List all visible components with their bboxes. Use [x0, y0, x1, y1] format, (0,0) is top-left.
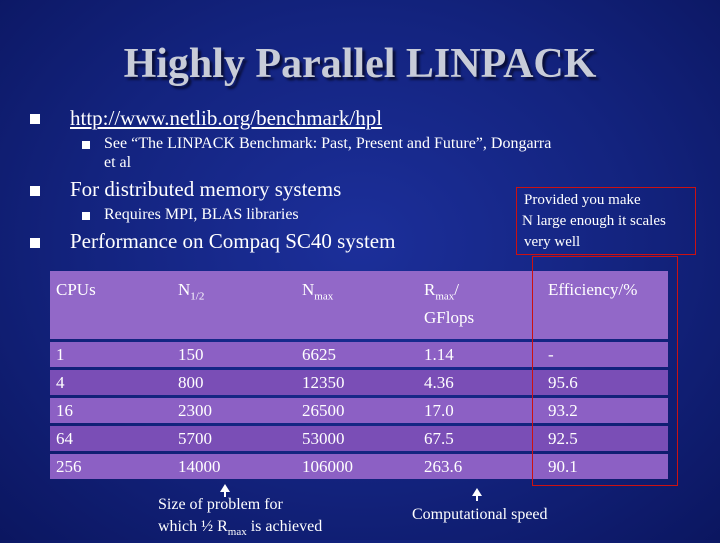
cell-nmax: 53000 [296, 426, 418, 451]
cell-nhalf: 150 [172, 342, 296, 367]
note-line: N large enough it scales [522, 213, 666, 229]
nhalf-caption [158, 494, 322, 543]
cell-efficiency: 93.2 [542, 398, 668, 423]
cell-efficiency: 92.5 [542, 426, 668, 451]
cell-nhalf: 800 [172, 370, 296, 395]
header-nhalf: $N_{1/2}$ [172, 271, 296, 339]
cell-nhalf: 5700 [172, 426, 296, 451]
cell-nmax: 26500 [296, 398, 418, 423]
cell-efficiency: 90.1 [542, 454, 668, 479]
cell-rmax: 17.0 [418, 398, 542, 423]
distributed-memory-text: For distributed memory systems [70, 177, 342, 201]
header-efficiency: Efficiency/% [542, 271, 668, 339]
bullet-square [30, 114, 40, 124]
cell-efficiency: 95.6 [542, 370, 668, 395]
cell-rmax: 67.5 [418, 426, 542, 451]
cell-cpus: 1 [50, 342, 172, 367]
cell-nmax: 6625 [296, 342, 418, 367]
cell-nhalf: 14000 [172, 454, 296, 479]
scaling-note [516, 187, 696, 255]
performance-text: Performance on Compaq SC40 system [70, 229, 396, 253]
cell-nmax: 106000 [296, 454, 418, 479]
cell-nmax: 12350 [296, 370, 418, 395]
caption-line: Size of problem for [158, 496, 283, 513]
cell-rmax: 263.6 [418, 454, 542, 479]
bullet-square [30, 186, 40, 196]
cell-cpus: 256 [50, 454, 172, 479]
header-cpus: CPUs [50, 271, 172, 339]
arrow-stem [476, 495, 478, 501]
header-rmax: $R_{max}/$ GFlops [418, 271, 542, 339]
cell-efficiency: - [542, 342, 668, 367]
cell-rmax: 4.36 [418, 370, 542, 395]
bullet-square [30, 238, 40, 248]
cell-nhalf: 2300 [172, 398, 296, 423]
note-line: Provided you make [524, 192, 641, 208]
cell-rmax: 1.14 [418, 342, 542, 367]
rmax-caption: Computational speed [412, 506, 548, 523]
slide-title: Highly Parallel LINPACK [123, 41, 597, 87]
hpl-link[interactable]: http://www.netlib.org/benchmark/hpl [70, 106, 383, 130]
bullet-square [82, 141, 90, 149]
caption-line: which ½ $R_{max}$ is achieved [158, 518, 323, 539]
note-line: very well [524, 234, 581, 250]
reference-text-line1: See “The LINPACK Benchmark: Past, Present and Future”, Dongarra [104, 135, 552, 152]
cell-cpus: 4 [50, 370, 172, 395]
reference-text-line2: et al [104, 154, 132, 171]
cell-cpus: 16 [50, 398, 172, 423]
requirements-text: Requires MPI, BLAS libraries [104, 206, 299, 223]
efficiency-highlight-box [532, 256, 678, 486]
bullet-square [82, 212, 90, 220]
cell-cpus: 64 [50, 426, 172, 451]
header-nmax: $N_{max}$ [296, 271, 418, 339]
